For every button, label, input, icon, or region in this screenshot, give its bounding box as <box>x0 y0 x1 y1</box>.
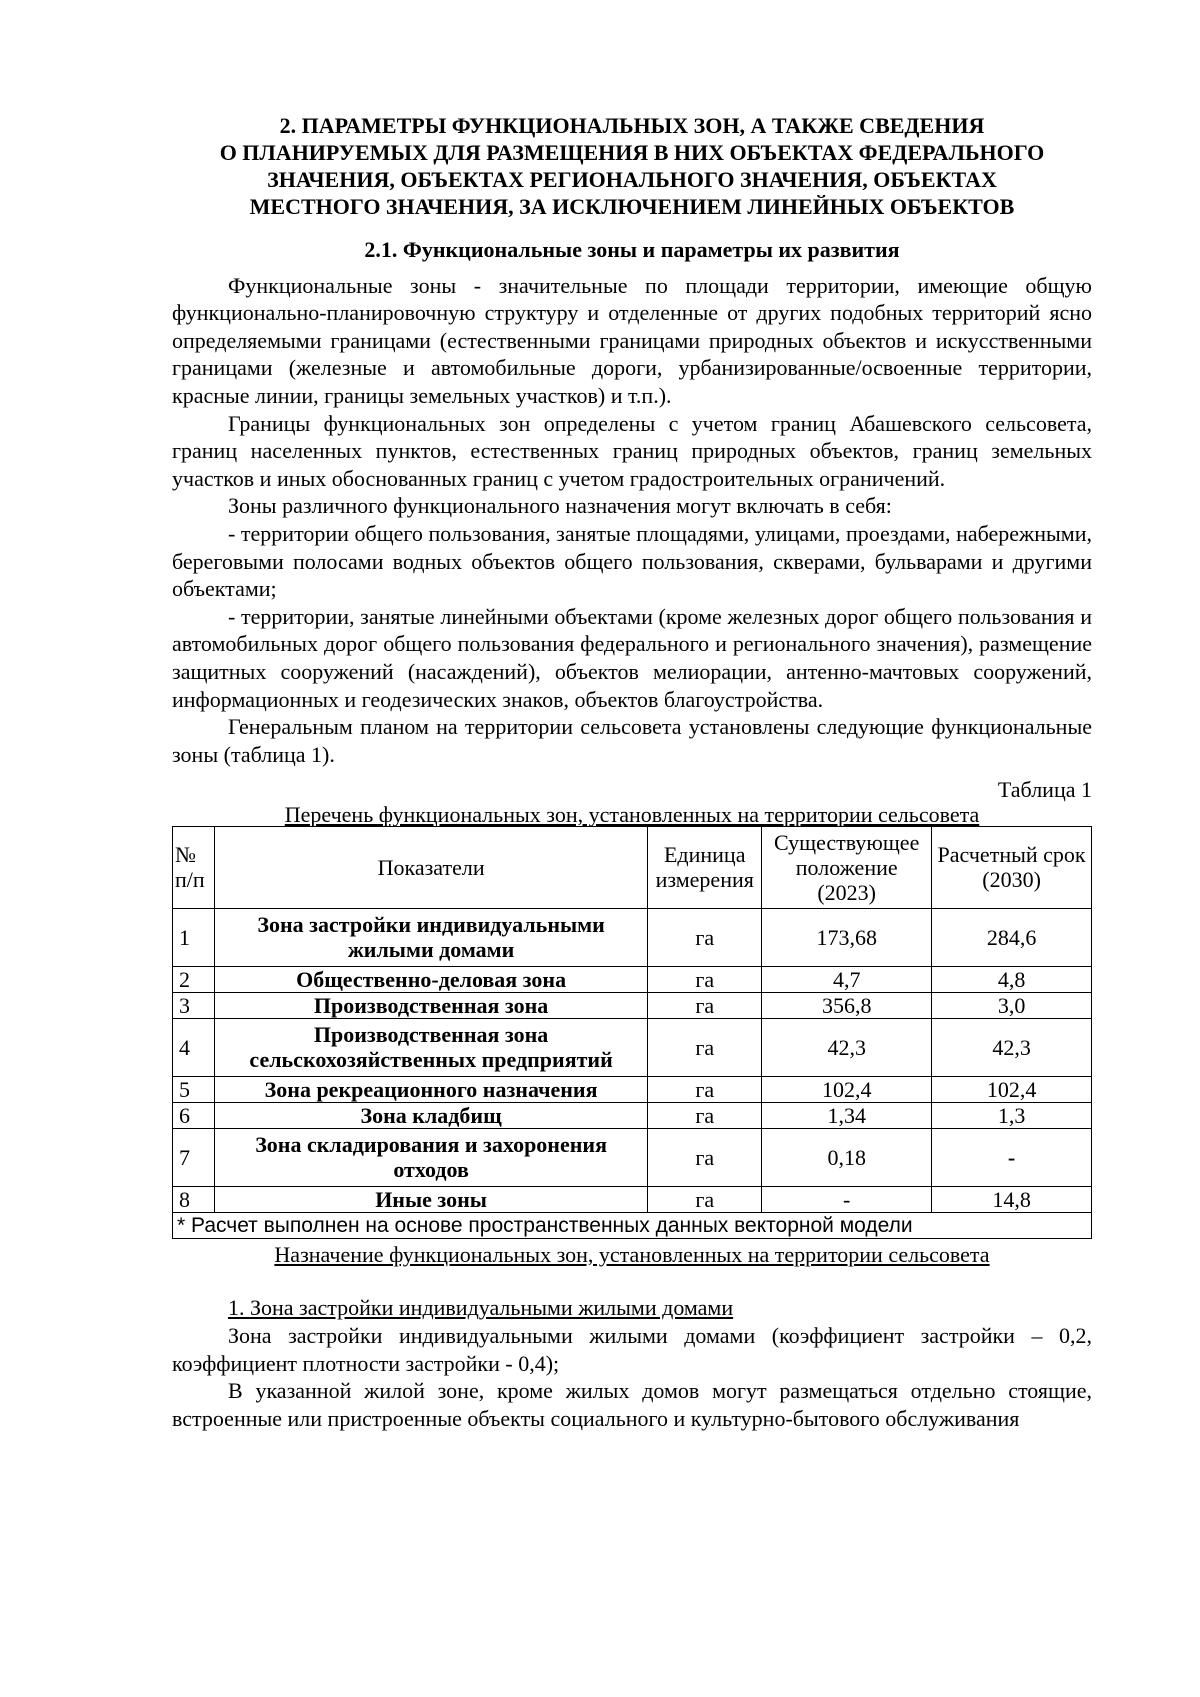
row-unit: га <box>648 908 762 966</box>
purpose-caption: Назначение функциональных зон, установленных на территории сельсовета <box>274 1241 990 1267</box>
row-existing: 102,4 <box>762 1076 932 1102</box>
row-planned: 284,6 <box>932 908 1092 966</box>
zone-1-title: 1. Зона застройки индивидуальными жилыми домами <box>228 1295 734 1321</box>
row-existing: 0,18 <box>762 1128 932 1186</box>
row-name: Общественно-деловая зона <box>214 966 647 992</box>
paragraph-public-territories: - территории общего пользования, занятые площадями, улицами, проездами, набережными, береговыми полосами водных объектов общего пользования, скверами, бульварами и другими объектами; <box>172 520 1092 602</box>
row-planned: 102,4 <box>932 1076 1092 1102</box>
paragraph-zones-include: Зоны различного функционального назначения могут включать в себя: <box>228 493 892 519</box>
row-unit: га <box>648 1018 762 1076</box>
zone-1-paragraph-coefficients: Зона застройки индивидуальными жилыми домами (коэффициент застройки – 0,2, коэффициент плотности застройки - 0,4); <box>172 1323 1092 1376</box>
zone-1-paragraph-objects: В указанной жилой зоне, кроме жилых домов могут размещаться отдельно стоящие, встроенные или пристроенные объекты социального и культурно-бытового обслуживания <box>172 1378 1092 1431</box>
row-name: Зона застройки индивидуальными жилыми домами <box>214 908 647 966</box>
row-existing: 1,34 <box>762 1102 932 1128</box>
row-planned: 4,8 <box>932 966 1092 992</box>
row-unit: га <box>648 1102 762 1128</box>
table-row <box>173 1018 1092 1076</box>
row-unit: га <box>648 1128 762 1186</box>
row-num: 1 <box>173 908 215 966</box>
table-row <box>173 908 1092 966</box>
table-note: * Расчет выполнен на основе пространственных данных векторной модели <box>173 1212 1092 1238</box>
table-row <box>173 992 1092 1018</box>
row-planned: - <box>932 1128 1092 1186</box>
table-row <box>173 966 1092 992</box>
row-unit: га <box>648 992 762 1018</box>
paragraph-linear-objects: - территории, занятые линейными объектами (кроме железных дорог общего пользования и автомобильных дорог общего пользования федерального и регионального значения), размещение защитных сооружений (насаждений), объектов мелиорации, антенно-мачтовых сооружений, информационных и геодезических знаков, объектов благоустройства. <box>172 603 1092 712</box>
table-row <box>173 1186 1092 1212</box>
section-heading <box>172 112 1092 220</box>
row-num: 3 <box>173 992 215 1018</box>
table-header-row <box>173 826 1092 908</box>
table-row <box>173 1102 1092 1128</box>
row-unit: га <box>648 1076 762 1102</box>
paragraph-general-plan: Генеральным планом на территории сельсовета установлены следующие функциональные зоны (таблица 1). <box>172 714 1092 767</box>
heading-line-3: ЗНАЧЕНИЯ, ОБЪЕКТАХ РЕГИОНАЛЬНОГО ЗНАЧЕНИЯ, ОБЪЕКТАХ <box>267 167 997 192</box>
row-num: 8 <box>173 1186 215 1212</box>
row-num: 5 <box>173 1076 215 1102</box>
header-unit: Единица измерения <box>648 826 762 908</box>
row-existing: - <box>762 1186 932 1212</box>
header-planned: Расчетный срок (2030) <box>932 826 1092 908</box>
table-caption: Перечень функциональных зон, установленных на территории сельсовета <box>284 801 980 827</box>
table-row <box>173 1128 1092 1186</box>
subsection-heading: 2.1. Функциональные зоны и параметры их развития <box>364 237 900 262</box>
paragraph-boundaries: Границы функциональных зон определены с учетом границ Абашевского сельсовета, границ населенных пунктов, естественных границ природных объектов, границ земельных участков и иных обоснованных границ с учетом градостроительных ограничений. <box>172 410 1092 491</box>
header-num: № п/п <box>173 826 215 908</box>
heading-line-4: МЕСТНОГО ЗНАЧЕНИЯ, ЗА ИСКЛЮЧЕНИЕМ ЛИНЕЙНЫХ ОБЪЕКТОВ <box>249 194 1015 219</box>
table-note-row <box>173 1212 1092 1238</box>
table-label: Таблица 1 <box>997 777 1092 803</box>
row-name: Зона кладбищ <box>214 1102 647 1128</box>
row-name: Зона рекреационного назначения <box>214 1076 647 1102</box>
heading-line-1: 2. ПАРАМЕТРЫ ФУНКЦИОНАЛЬНЫХ ЗОН, А ТАКЖЕ СВЕДЕНИЯ <box>279 113 985 138</box>
row-name: Производственная зона сельскохозяйственных предприятий <box>214 1018 647 1076</box>
row-planned: 3,0 <box>932 992 1092 1018</box>
heading-line-2: О ПЛАНИРУЕМЫХ ДЛЯ РАЗМЕЩЕНИЯ В НИХ ОБЪЕКТАХ ФЕДЕРАЛЬНОГО <box>219 140 1045 165</box>
header-indicator: Показатели <box>214 826 647 908</box>
row-name: Иные зоны <box>214 1186 647 1212</box>
zones-table <box>172 826 1092 1239</box>
row-planned: 42,3 <box>932 1018 1092 1076</box>
row-planned: 1,3 <box>932 1102 1092 1128</box>
row-name: Зона складирования и захоронения отходов <box>214 1128 647 1186</box>
row-existing: 4,7 <box>762 966 932 992</box>
row-num: 7 <box>173 1128 215 1186</box>
row-planned: 14,8 <box>932 1186 1092 1212</box>
row-num: 2 <box>173 966 215 992</box>
row-unit: га <box>648 1186 762 1212</box>
header-existing: Существующее положение (2023) <box>762 826 932 908</box>
table-row <box>173 1076 1092 1102</box>
row-unit: га <box>648 966 762 992</box>
row-existing: 42,3 <box>762 1018 932 1076</box>
paragraph-definition: Функциональные зоны - значительные по площади территории, имеющие общую функционально-планировочную структуру и отделенные от других подобных территорий ясно определяемыми границами (естественными границами природных объектов и искусственными границами (железные и автомобильные дороги, урбанизированные/освоенные территории, красные линии, границы земельных участков) и т.п.). <box>172 272 1092 408</box>
row-num: 4 <box>173 1018 215 1076</box>
row-existing: 173,68 <box>762 908 932 966</box>
row-existing: 356,8 <box>762 992 932 1018</box>
row-num: 6 <box>173 1102 215 1128</box>
row-name: Производственная зона <box>214 992 647 1018</box>
